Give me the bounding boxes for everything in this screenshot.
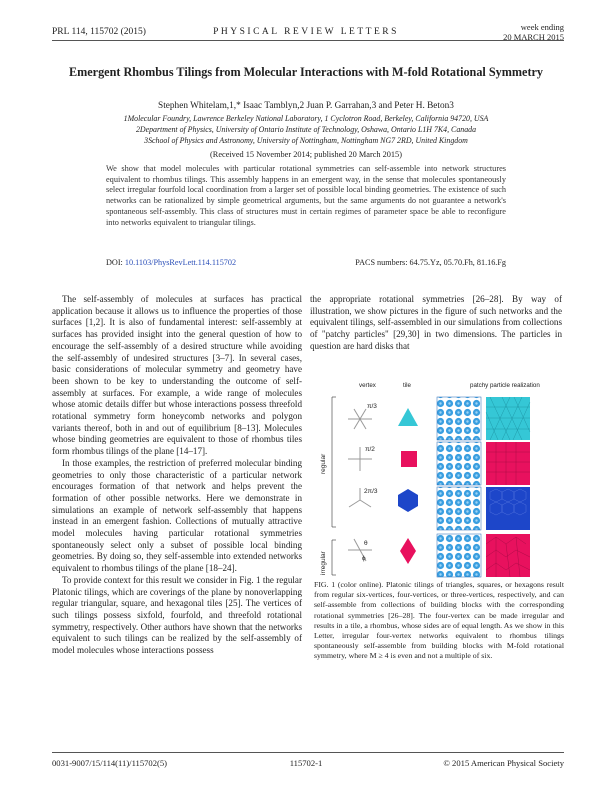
body-paragraph-4: the appropriate rotational symmetries [26–28]. By way of illustration, we show pictures in the figure of such networks and the equivalent tilings, self-assembled in our simulations from collections of "patchy particles" [29,30] in two dimensions. The particles in question are hard disks that — [310, 294, 562, 351]
received-dates: (Received 15 November 2014; published 20 March 2015) — [210, 150, 402, 159]
header-vertex: vertex — [359, 382, 376, 389]
angle-theta: θ — [364, 540, 368, 547]
header-patchy: patchy particle realization — [470, 382, 540, 389]
issue-date-line2: 20 MARCH 2015 — [503, 32, 564, 42]
journal-name: PHYSICAL REVIEW LETTERS — [213, 27, 399, 37]
hexagon-tile-icon — [398, 489, 418, 512]
tiling-hexagons — [486, 487, 530, 530]
header-tile: tile — [403, 382, 411, 389]
irregular-vertex-icon — [348, 539, 372, 561]
angle-2pi-3: 2π/3 — [364, 488, 378, 495]
header-rule — [52, 40, 564, 41]
patchy-three-fold — [437, 487, 481, 530]
label-regular: regular — [320, 453, 327, 474]
figure-1 — [310, 372, 562, 582]
six-vertex-icon — [348, 409, 372, 429]
footer-rule — [52, 752, 564, 753]
patchy-four-fold — [437, 442, 481, 485]
paper-title: Emergent Rhombus Tilings from Molecular Interactions with M-fold Rotational Symmetry — [68, 65, 544, 79]
angle-pi-2: π/2 — [365, 446, 375, 453]
issue-date — [503, 22, 564, 42]
doi-label: DOI: — [106, 258, 123, 267]
footer-issn: 0031-9007/15/114(11)/115702(5) — [52, 758, 168, 768]
abstract: We show that model molecules with particular rotational symmetries can self-assemble into network structures equivalent to rhombus tilings. This assembly happens in an emergent way, in the sense that molecules spontaneously select irregular fourfold local coordination from a larger set of possible local binding geometries. The existence of such networks can be rationalized by simple geometrical arguments, but the same arguments do not guarantee a network's spontaneous self-assembly. This class of structures must in certain regimes of parameter space be able to reconfigure into networks equivalent to triangular tilings. — [106, 164, 506, 227]
figure-caption: FIG. 1 (color online). Platonic tilings of triangles, squares, or hexagons result from regular six-vertices, four-vertices, or three-vertices, respectively, and can self-assemble from collections of building blocks with the corresponding rotational symmetries [26–28]. The four-vertex can be made irregular and results in a tile, a rhombus, whose sides are of equal length. As we show in this Letter, irregular four-vertex networks equivalent to rhombus tilings spontaneously self-assemble from building blocks with M-fold rotational symmetry, where M ≥ 4 is even and not a multiple of six. — [314, 580, 564, 661]
doi-link[interactable]: 10.1103/PhysRevLett.114.115702 — [124, 258, 237, 267]
patchy-irregular — [437, 534, 481, 577]
body-paragraph-3: To provide context for this result we consider in Fig. 1 the regular Platonic tilings, which are coverings of the plane by nonoverlapping regular triangular, square, and hexagonal tiles [25]. The vertices of such tilings possess sixfold, fourfold, and threefold rotational symmetry, respectively. Other authors have shown that the networks equivalent to such tilings can be realized by the self-assembly of model molecules whose interactions possess — [52, 574, 302, 656]
angle-pi-3: π/3 — [367, 403, 377, 410]
angle-phi: ϕ — [362, 555, 366, 562]
affiliation-1: 1Molecular Foundry, Lawrence Berkeley National Laboratory, 1 Cyclotron Road, Berkeley, California 94720, USA — [123, 114, 489, 123]
patchy-six-fold — [437, 397, 481, 440]
body-paragraph-2: In those examples, the restriction of preferred molecular binding geometries to only those characteristic of a particular network encourages formation of that network and helps prevent the formation of other possible networks. Here we demonstrate in simulations an example of network self-assembly that happens instead in an emergent fashion. Collections of mutually attractive model molecules having particular rotational symmetries spontaneously select only a subset of possible local binding geometries. By doing so, they self-assemble into extended networks equivalent to rhombus tilings of the plane [18–24]. — [52, 457, 302, 574]
doi — [106, 258, 236, 267]
page-number: 115702-1 — [289, 758, 323, 768]
affiliation-3: 3School of Physics and Astronomy, University of Nottingham, Nottingham NG7 2RD, United Kingdom — [144, 136, 468, 145]
tiling-squares — [486, 442, 530, 485]
body-paragraph-1: The self-assembly of molecules at surfaces has practical application because it allows us to influence the properties of those surfaces [1,2]. It is also of fundamental interest: self-assembly at surfaces has provided insight into the general question of how to encourage the self-assembly of a desired structure while avoiding the self-assembly of undesired structures [3–7]. In several cases, basic considerations of molecular symmetry and geometry have been shown to be key to understanding the outcome of self-assembly at surfaces. For example, a wide range of molecules whose atomic details differ but whose interactions possess threefold rotational symmetry form honeycomb networks and polygon variants thereof, both in and out of equilibrium [8–13]. Molecules whose binding geometries are equivalent to those of rhombus tiles form rhombus tilings of the plane [14–17]. — [52, 294, 302, 457]
issue-date-line1: week ending — [520, 22, 564, 32]
body-column-left — [52, 294, 302, 657]
label-irregular: irregular — [320, 551, 327, 575]
tiling-triangles — [486, 397, 530, 440]
pacs-numbers: PACS numbers: 64.75.Yz, 05.70.Fh, 81.16.Fg — [355, 258, 506, 267]
triangle-tile-icon — [398, 408, 418, 426]
author-list: Stephen Whitelam,1,* Isaac Tamblyn,2 Juan P. Garrahan,3 and Peter H. Beton3 — [158, 101, 454, 111]
affiliation-2: 2Department of Physics, University of Ontario Institute of Technology, Oshawa, Ontario L1H 7K4, Canada — [135, 125, 477, 134]
square-tile-icon — [401, 451, 417, 467]
copyright: © 2015 American Physical Society — [443, 758, 564, 768]
body-column-right — [310, 294, 562, 353]
rhombus-tile-icon — [400, 538, 416, 564]
journal-citation: PRL 114, 115702 (2015) — [52, 27, 146, 37]
